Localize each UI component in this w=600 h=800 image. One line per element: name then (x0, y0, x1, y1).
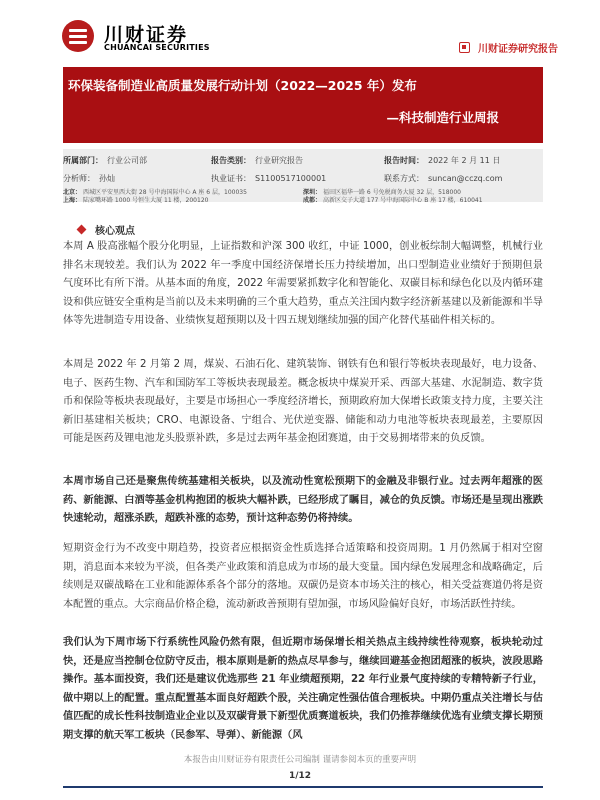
logo-text-en: CHUANCAI SECURITIES (104, 43, 210, 52)
meta-type-value: 行业研究报告 (255, 156, 303, 165)
address-shanghai-city: 上海： (63, 197, 82, 204)
meta-analyst (63, 173, 115, 184)
meta-contact-email[interactable]: suncan@cczq.com (428, 174, 503, 183)
meta-type-label: 报告类别： (211, 156, 251, 165)
report-org-text: 川财证券研究报告 (478, 44, 558, 55)
meta-time-value: 2022 年 2 月 11 日 (428, 156, 501, 165)
meta-cert (211, 173, 326, 184)
report-title: 环保装备制造业高质量发展行动计划（2022—2025 年）发布 (68, 78, 417, 93)
chuancai-logo-icon (62, 20, 94, 52)
address-shenzhen-text: 福田区福华一路 6 号免税商务大厦 32 层，518000 (323, 189, 462, 196)
address-shanghai-text: 陆家嘴环路 1000 号恒生大厦 11 楼，200120 (83, 197, 209, 204)
meta-contact-label: 联系方式： (384, 174, 424, 183)
org-badge-icon (459, 42, 470, 53)
meta-dept (63, 155, 147, 166)
page-number: 1/12 (288, 771, 312, 781)
report-org-label (459, 40, 558, 55)
address-beijing-text: 西城区平安里西大街 28 号中海国际中心 A 座 6 层，100035 (83, 189, 247, 196)
paragraph-5: 我们认为下周市场下行系统性风险仍然有限，但近期市场保增长相关热点主线持续性待观察，板块轮动过快，还是应当控制仓位防守反击，根本原则是新的热点尽早参与，继续回避基金抱团超涨的板块，波段思路操作。基本面投资，我们还是建议优选那些 21 年业绩超预期，22 年行业景气度持续的专精特新子行业，做中期以上的配置。重点配置基本面良好超跌个股，关注确定性强估值合理板块。中期仍重点关注增长与估值匹配的成长性科技制造业企业以及双碳背景下新型优质赛道板块，我们仍推荐继续优选有业绩支撑长期预期支撑的航天军工板块（民参军、导弹）、新能源（风 (63, 637, 543, 741)
address-chengdu (303, 195, 483, 204)
meta-cert-label: 执业证书： (211, 174, 251, 183)
meta-dept-label: 所属部门： (63, 156, 103, 165)
title-banner (63, 67, 543, 143)
meta-time-label: 报告时间： (384, 156, 424, 165)
meta-time (384, 155, 500, 166)
meta-cert-value: S1100517100001 (255, 174, 327, 183)
report-header (0, 0, 600, 62)
footer-disclaimer: 本报告由川财证券有限责任公司编制 谨请参阅本页的重要声明 (183, 755, 417, 765)
meta-analyst-label: 分析师： (63, 174, 95, 183)
meta-type (211, 155, 303, 166)
paragraph-2: 本周是 2022 年 2 月第 2 周，煤炭、石油石化、建筑装饰、钢铁有色和银行等板块表现最好，电力设备、电子、医药生物、汽车和国防军工等板块表现最差。概念板块中煤炭开采、西部大基建、水泥制造、数字货币和保险等板块表现最好，主要是市场担心一季度经济增长，预期政府加大保增长政策支持力度，主要关注新旧基建相关板块；CRO、电源设备、宁组合、光伏逆变器、储能和动力电池等板块表现最差，主要原因可能是医药及锂电池龙头股票补跌，多是过去两年基金抱团赛道，由于交易拥堵带来的负反馈。 (63, 359, 543, 444)
address-chengdu-city: 成都： (303, 197, 322, 204)
address-chengdu-text: 高新区交子大道 177 号中海国际中心 B 座 17 楼，610041 (323, 197, 483, 204)
paragraph-1: 本周 A 股高涨幅个股分化明显，上证指数和沪深 300 收红，中证 1000，创业板综制大幅调整，机械行业排名末现较差。我们认为 2022 年一季度中国经济保增长压力持续增加，出口型制造业业绩好于预期但景气度环比有所下滑。从基本面的角度，2022 年需要紧抓数字化和智能化、双碳目标和绿色化以及内循环建设和供应链安全重构是当前以及未来明确的三个重大趋势，重点关注国内数字经济新基建以及新能源和半导体等先进制造专用设备、业绩恢复超预期以及十四五规划继续加强的国产化替代基础件相关标的。 (63, 241, 543, 326)
logo-text-cn: 川财证券 (104, 24, 189, 46)
meta-contact (384, 173, 502, 184)
address-beijing-city: 北京： (63, 189, 82, 196)
footer-divider (63, 786, 543, 788)
paragraph-4: 短期资金行为不改变中期趋势，投资者应根据资金性质选择合适策略和投资周期。1 月仍然属于相对空窗期，消息面本来较为平淡，但各类产业政策和消息成为市场的最大变量。国内绿色发展理念和战略确定，后续则是双碳战略在工业和能源体系各个部分的落地。双碳仍是资本市场关注的核心，相关受益赛道仍将是资本配置的重点。大宗商品价格企稳，流动新政善预期有望加强，市场风险偏好良好，市场活跃性持续。 (63, 543, 543, 610)
report-meta-box (63, 149, 543, 202)
meta-dept-value: 行业公司部 (107, 156, 147, 165)
report-subtitle: —科技制造行业周报 (386, 110, 499, 125)
diamond-bullet-icon (77, 225, 87, 235)
meta-analyst-value: 孙灿 (99, 174, 115, 183)
address-shanghai (63, 195, 208, 204)
section-core-views (78, 222, 135, 237)
paragraph-3: 本周市场自己还是聚焦传统基建相关板块，以及流动性宽松预期下的金融及非银行业。过去两年超涨的医药、新能源、白酒等基金机构抱团的板块大幅补跌，已经形成了瞩目，减仓的负反馈。市场还是呈现出涨跌快速轮动，超涨杀跌，超跌补涨的态势，预计这种态势仍将持续。 (63, 476, 543, 524)
address-shenzhen-city: 深圳： (303, 189, 322, 196)
section-title: 核心观点 (95, 226, 135, 237)
